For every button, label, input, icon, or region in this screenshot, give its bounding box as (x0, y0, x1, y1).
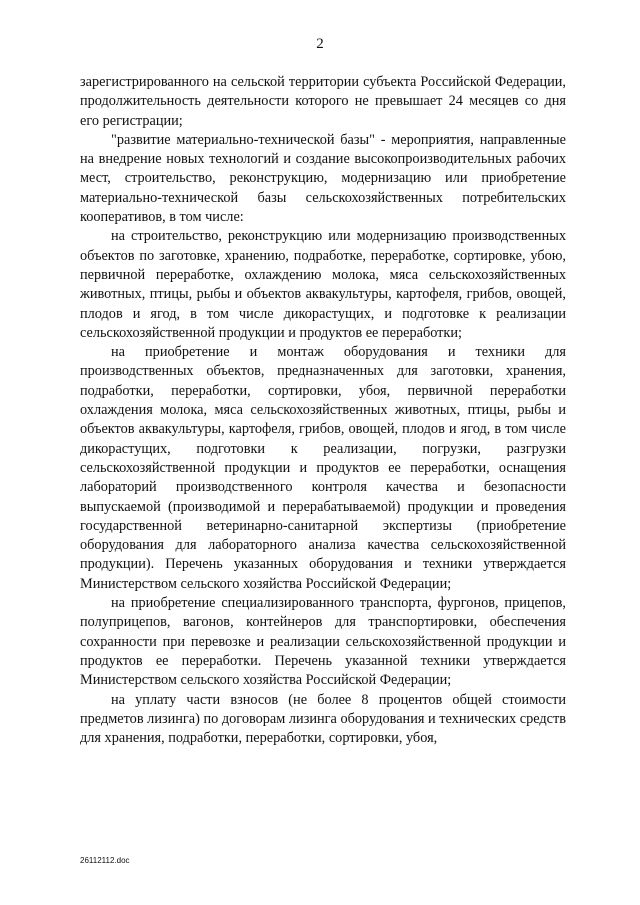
paragraph-leasing: на уплату части взносов (не более 8 процентов общей стоимости предметов лизинга) по договорам лизинга оборудования и технических средств для хранения, подработки, переработки, сортировки, убоя, (80, 691, 566, 747)
page-number: 2 (316, 36, 324, 52)
document-body (80, 73, 566, 748)
paragraph-continuation: зарегистрированного на сельской территории субъекта Российской Федерации, продолжительность деятельности которого не превышает 24 месяцев со дня его регистрации; (80, 74, 566, 129)
paragraph-equipment: на приобретение и монтаж оборудования и техники для производственных объектов, предназначенных для заготовки, хранения, подработки, переработки, сортировки, убоя, первичной переработки охлаждения молока, мяса сельскохозяйственных животных, птицы, рыбы и объектов аквакультуры, картофеля, грибов, овощей, плодов и ягод, в том числе дикорастущих, подготовки к реализации, погрузки, разгрузки сельскохозяйственной продукции и продуктов ее переработки, оснащения лабораторий производственного контроля качества и безопасности выпускаемой (производимой и перерабатываемой) продукции и проведения государственной ветеринарно-санитарной экспертизы (приобретение оборудования для лабораторного анализа качества сельскохозяйственной продукции). Перечень указанных оборудования и техники утверждается Министерством сельского хозяйства Российской Федерации; (80, 344, 566, 592)
paragraph-definition: "развитие материально-технической базы" - мероприятия, направленные на внедрение новых технологий и создание высокопроизводительных рабочих мест, строительство, реконструкцию, модернизацию или приобретение материально-технической базы сельскохозяйственных потребительских кооперативов, в том числе: (80, 131, 566, 226)
document-file-reference: 26112112.doc (80, 856, 130, 865)
paragraph-construction: на строительство, реконструкцию или модернизацию производственных объектов по заготовке, хранению, подработке, переработке, сортировке, убою, первичной переработке, охлаждению молока, мяса сельскохозяйственных животных, птицы, рыбы и объектов аквакультуры, картофеля, грибов, овощей, плодов и ягод, в том числе дикорастущих, и подготовке к реализации сельскохозяйственной продукции и продуктов ее переработки; (80, 228, 566, 341)
paragraph-transport: на приобретение специализированного транспорта, фургонов, прицепов, полуприцепов, вагонов, контейнеров для транспортировки, обеспечения сохранности при перевозке и реализации сельскохозяйственной продукции и продуктов ее переработки. Перечень указанной техники утверждается Министерством сельского хозяйства Российской Федерации; (80, 595, 566, 689)
